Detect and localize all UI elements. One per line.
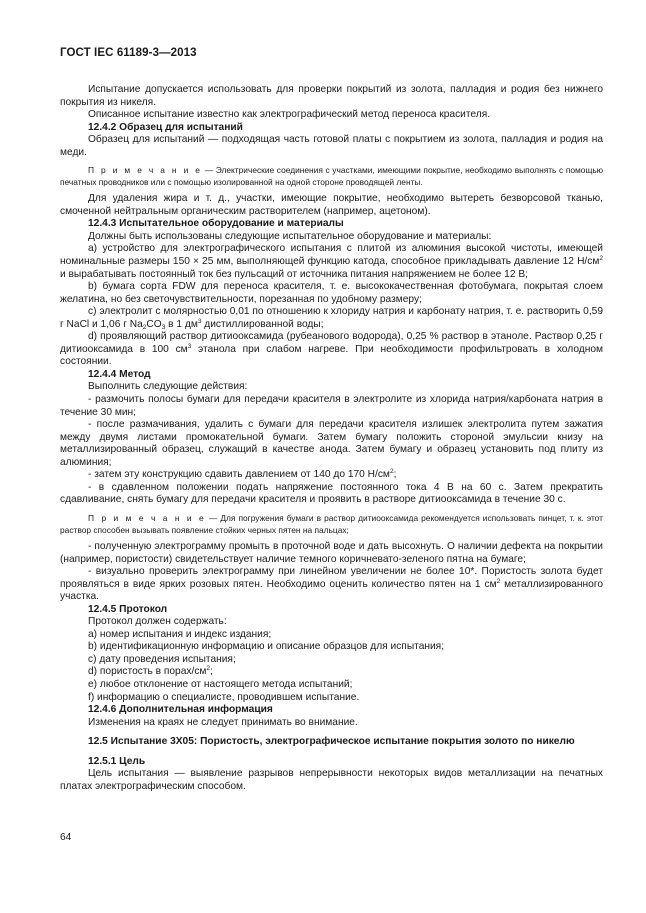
list-item: - размочить полосы бумаги для передачи красителя в электролите из хлорида натрия/карбоната натрия в течение 30 мин; [60,394,603,418]
note-text: — Для погружения бумаги в раствор дитиооксамида рекомендуется использовать пинцет, т. к. этот раствор способен вызывать появление стойких черных пятен на пальцах; [60,512,603,535]
standard-header: ГОСТ IEC 61189-3—2013 [60,47,197,59]
paragraph: Протокол должен содержать: [88,616,227,628]
paragraph: Цель испытания — выявление разрывов непрерывности некоторых видов металлизации на печатных платах электрографическим способом. [60,768,603,792]
section-heading-12-5: 12.5 Испытание 3X05: Пористость, электрографическое испытание покрытия золото по никелю [88,736,575,748]
list-item: b) бумага сорта FDW для переноса красителя, т. е. высококачественная фотобумага, покрытая слоем желатина, но без светочувствительности, порезанная по удобному размеру; [60,281,603,305]
list-item: а) номер испытания и индекс издания; [88,628,272,640]
list-item: b) идентификационную информацию и описание образцов для испытания; [88,641,445,653]
paragraph: Изменения на краях не следует принимать во внимание. [88,716,358,728]
list-item: f) информацию о специалисте, проводившем испытание. [88,691,360,703]
section-heading-12-4-5: 12.4.5 Протокол [88,603,168,615]
note-label: П р и м е ч а н и е [88,512,206,523]
list-item: d) пористость в порах/$см^2$; [88,665,213,678]
section-heading-12-5-1: 12.5.1 Цель [88,755,146,767]
page-number: 64 [60,832,72,843]
note-text: — Электрические соединения с участками, имеющими покрытие, необходимо выполнять с помощью печатных проводников или с помощью изолированной на одной стороне проводящей ленты. [60,165,603,188]
section-heading-12-4-3: 12.4.3 Испытательное оборудование и материалы [88,218,344,230]
section-heading-12-4-2: 12.4.2 Образец для испытаний [88,121,243,133]
list-item: - визуально проверить электрограмму при линейном увеличении не более 10*. Пористость золота будет проявляться в виде ярких розовых пятен. Необходимо оценить количество пятен на 1 $см^2$ металлизированного участка. [60,566,603,603]
paragraph: Должны быть использованы следующие испытательное оборудование и материалы: [88,230,492,242]
list-item: - затем эту конструкцию сдавить давлением от 140 до 170 $Н/см^2$; [88,468,397,481]
note [60,512,603,536]
page-body [60,84,603,793]
list-item: - полученную электрограмму промыть в проточной воде и дать высохнуть. О наличии дефекта на покрытии (например, пористости) свидетельствует наличие темного коричневато-зеленого пятна на бумаге; [60,540,603,565]
list-item: с) электролит с молярностью 0,01 по отношению к хлориду натрия и карбонату натрия, т. е. растворить 0,59 г NaCl и 1,06 г $Na_2CO_3$ в 1 $дм^3$ дистиллированной воды; [60,306,603,331]
list-item: с) дату проведения испытания; [88,653,236,665]
list-item: - после размачивания, удалить с бумаги для передачи красителя излишек электролита путем зажатия между двумя листами промокательной бумаги. Затем бумагу положить стороной эмульсии книзу на металлизированный образец, служащий в качестве анода. Затем бумагу и образец установить под плиту из алюминия; [60,419,603,468]
paragraph: Для удаления жира и т. д., участки, имеющие покрытие, необходимо вытереть безворсовой тканью, смоченной нейтральным органическим растворителем (например, ацетоном). [60,193,603,217]
list-item: а) устройство для электрографического испытания с плитой из алюминия высокой чистоты, имеющей номинальные размеры 150 × 25 мм, выполняющей функцию катода, способное прикладывать давление 12 $Н/см^2$ и вырабатывать постоянный ток без пульсаций от источника питания напряжением не более 12 В; [60,243,603,280]
list-item: d) проявляющий раствор дитиооксамида (рубеанового водорода), 0,25 % раствор в этаноле. Раствор 0,25 г дитиооксамида в 100 $см^3$ этанола при слабом нагреве. При необходимости профильтровать в холодном состоянии. [60,331,603,368]
section-heading-12-4-4: 12.4.4 Метод [88,368,151,380]
list-item: - в сдавленном положении подать напряжение постоянного тока 4 В на 60 с. Затем прекратить сдавливание, снять бумагу для передачи красителя и проявить в растворе дитиооксамида в течение 30 с. [60,481,603,506]
list-item: е) любое отклонение от настоящего метода испытаний; [88,678,353,690]
note [60,164,603,188]
section-heading-12-4-6: 12.4.6 Дополнительная информация [88,704,273,716]
paragraph: Испытание допускается использовать для проверки покрытий из золота, палладия и родия без нижнего покрытия из никеля. [60,84,603,108]
note-label: П р и м е ч а н и е [88,165,203,176]
paragraph: Образец для испытаний — подходящая часть готовой платы с покрытием из золота, палладия и родия на меди. [60,134,603,158]
paragraph: Описанное испытание известно как электрографический метод переноса красителя. [88,109,491,121]
paragraph: Выполнить следующие действия: [88,381,248,393]
